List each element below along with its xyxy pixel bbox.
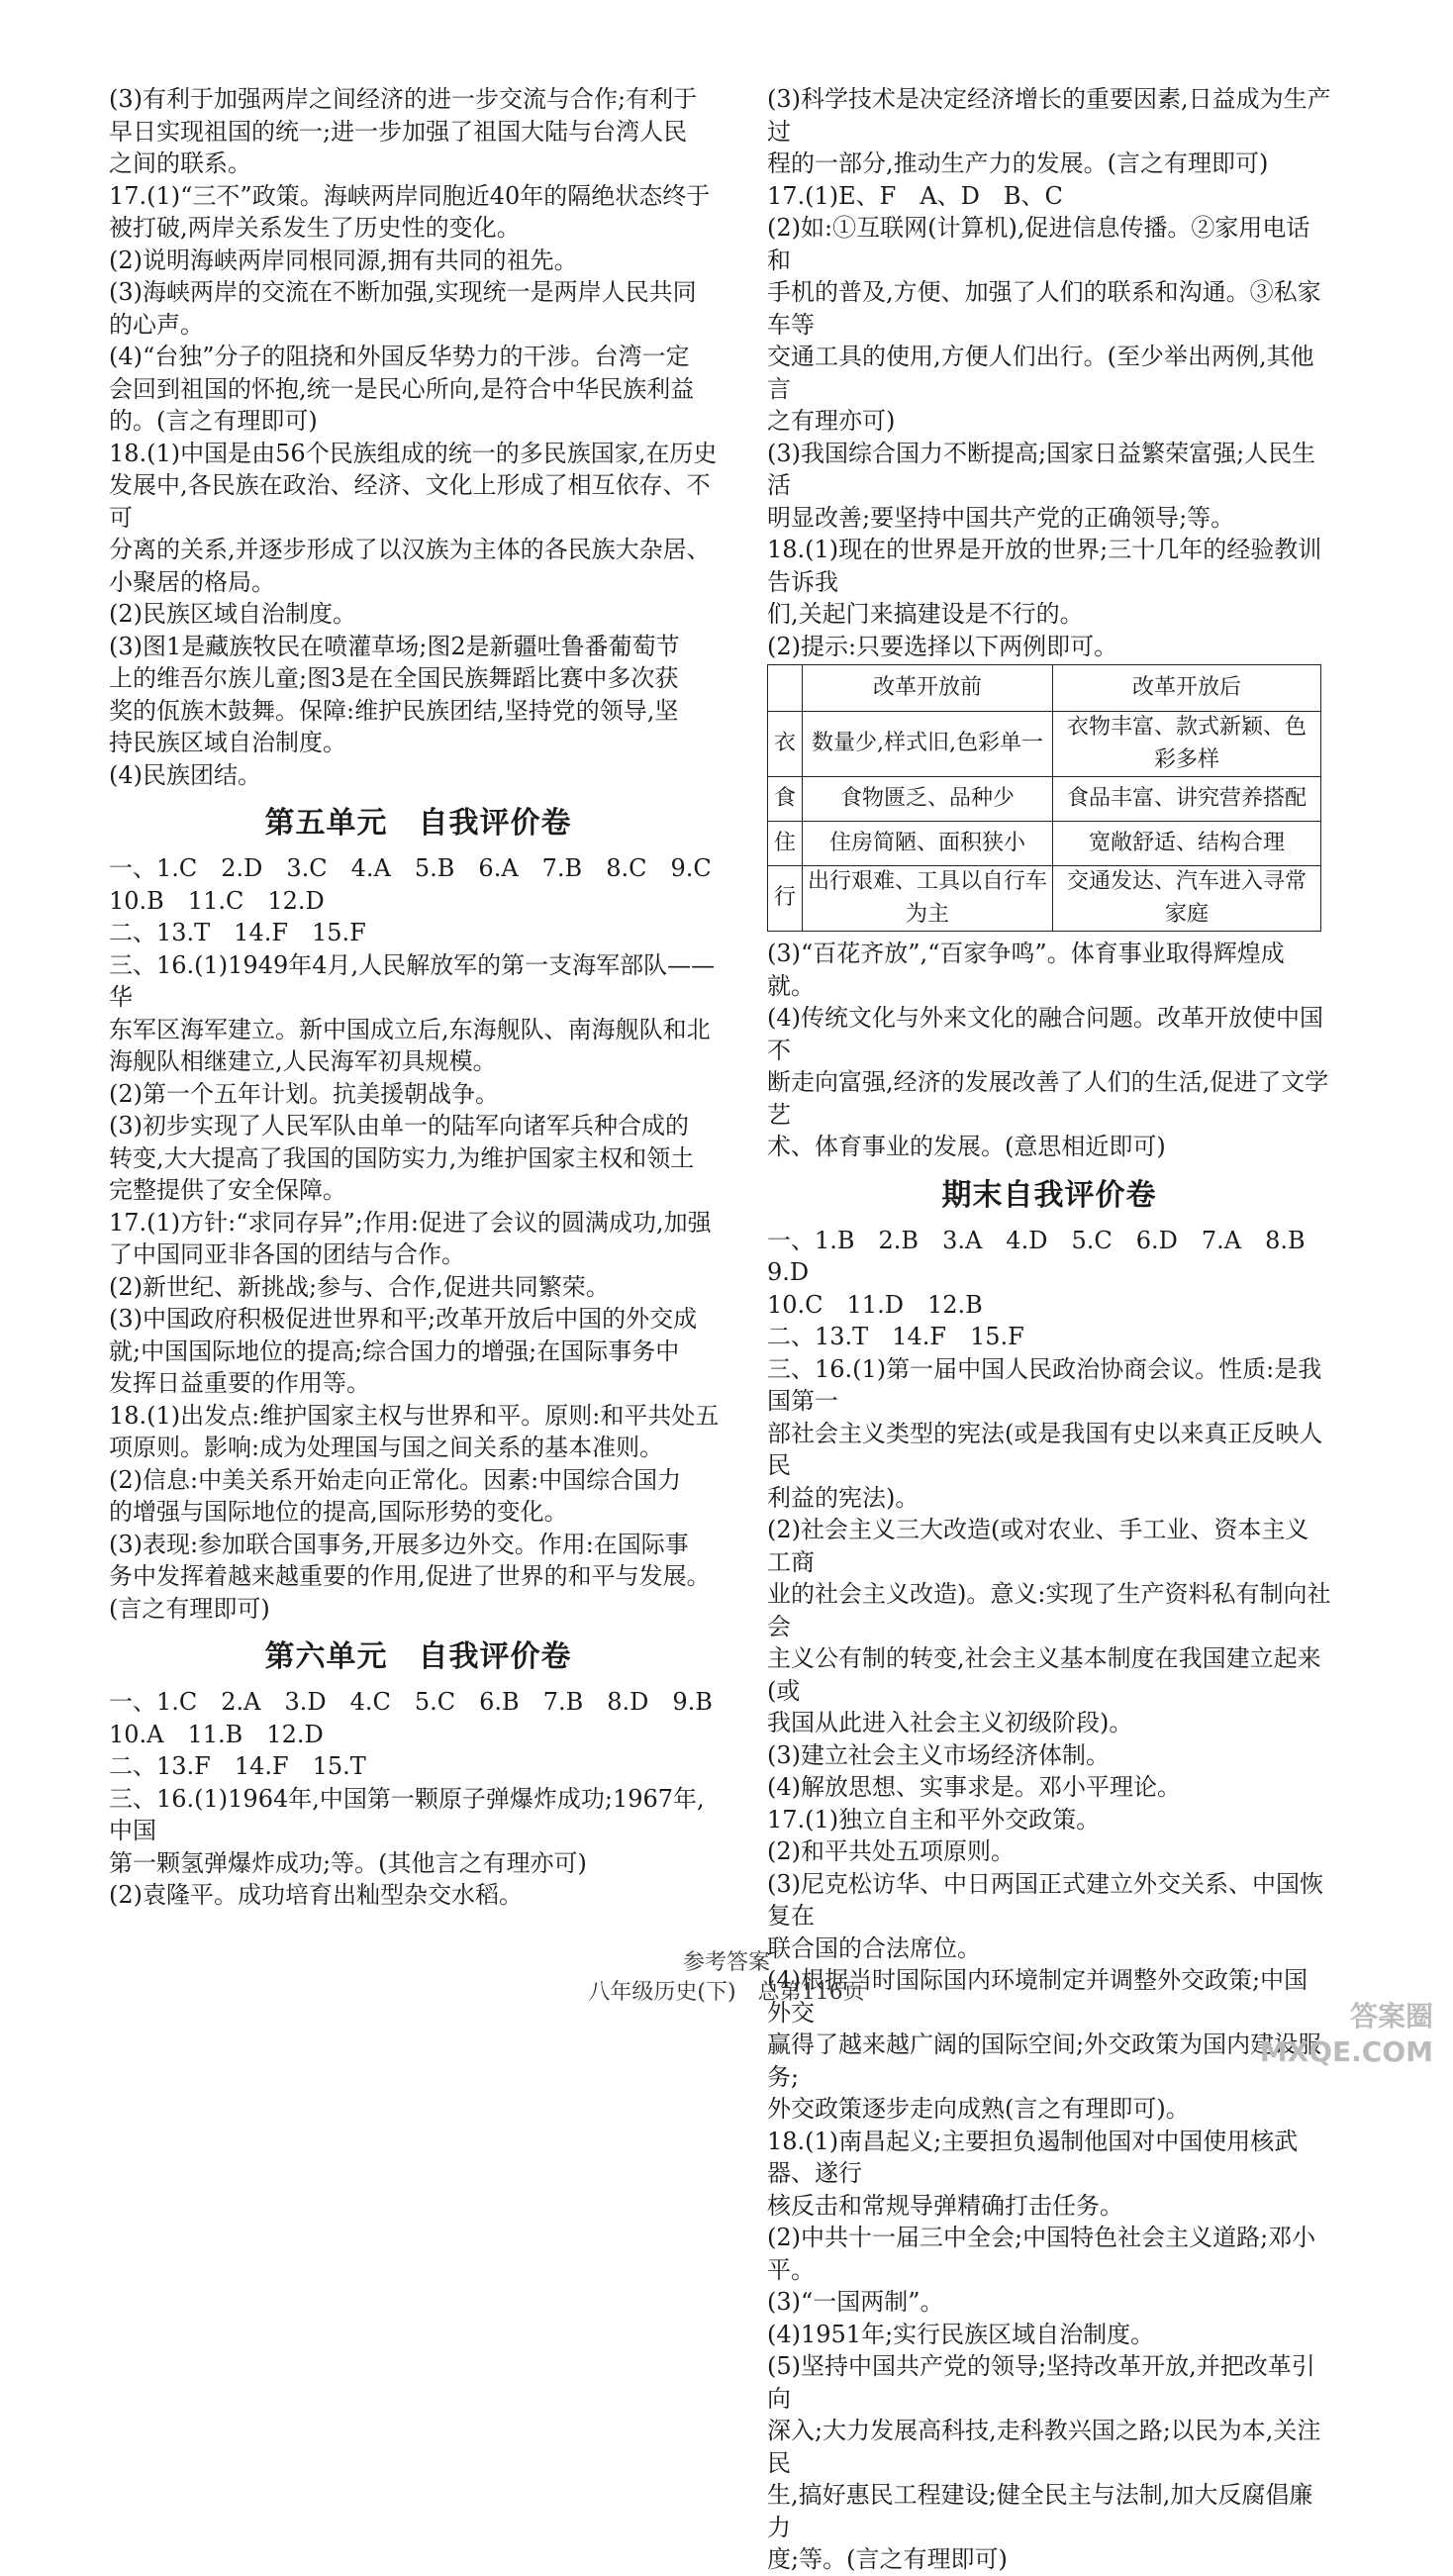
left-block1 bbox=[109, 83, 727, 791]
right-block2 bbox=[767, 938, 1331, 1163]
text-line: 三、16.(1)第一届中国人民政治协商会议。性质:是我国第一 bbox=[767, 1354, 1322, 1415]
text-line: (2)信息:中美关系开始走向正常化。因素:中国综合国力 bbox=[109, 1465, 682, 1494]
text-line: (2)和平共处五项原则。 bbox=[767, 1837, 1015, 1865]
table-cell: 住房简陋、面积狭小 bbox=[803, 822, 1053, 866]
text-line: (2)如:①互联网(计算机),促进信息传播。②家用电话和 bbox=[767, 214, 1310, 274]
table-cell: 食 bbox=[768, 777, 803, 822]
text-line: 早日实现祖国的统一;进一步加强了祖国大陆与台湾人民 bbox=[109, 117, 688, 146]
text-line: 17.(1)E、F A、D B、C bbox=[767, 181, 1063, 210]
text-line: 17.(1)独立自主和平外交政策。 bbox=[767, 1805, 1101, 1833]
text-line: 发展中,各民族在政治、经济、文化上形成了相互依存、不可 bbox=[109, 471, 711, 532]
unit6-answers bbox=[109, 1686, 727, 1912]
text-line: (3)表现:参加联合国事务,开展多边外交。作用:在国际事 bbox=[109, 1530, 689, 1558]
text-line: 海舰队相继建立,人民海军初具规模。 bbox=[109, 1047, 497, 1075]
text-line: 第一颗氢弹爆炸成功;等。(其他言之有理亦可) bbox=[109, 1848, 587, 1877]
text-line: 断走向富强,经济的发展改善了人们的生活,促进了文学艺 bbox=[767, 1068, 1329, 1129]
table-row bbox=[768, 866, 1321, 932]
text-line: 深入;大力发展高科技,走科教兴国之路;以民为本,关注民 bbox=[767, 2417, 1321, 2477]
table-header-row bbox=[768, 665, 1321, 712]
text-line: (4)1951年;实行民族区域自治制度。 bbox=[767, 2320, 1155, 2348]
text-line: 程的一部分,推动生产力的发展。(言之有理即可) bbox=[767, 149, 1269, 177]
text-line: 三、16.(1)1964年,中国第一颗原子弹爆炸成功;1967年,中国 bbox=[109, 1784, 705, 1844]
text-line: 业的社会主义改造)。意义:实现了生产资料私有制向社会 bbox=[767, 1580, 1331, 1640]
text-line: 17.(1)“三不”政策。海峡两岸同胞近40年的隔绝状态终于 bbox=[109, 181, 711, 210]
table-row bbox=[768, 712, 1321, 777]
text-line: (3)中国政府积极促进世界和平;改革开放后中国的外交成 bbox=[109, 1305, 698, 1333]
text-line: (2)说明海峡两岸同根同源,拥有共同的祖先。 bbox=[109, 246, 578, 274]
table-cell: 衣物丰富、款式新颖、色彩多样 bbox=[1052, 712, 1320, 777]
text-line: 生,搞好惠民工程建设;健全民主与法制,加大反腐倡廉力 bbox=[767, 2481, 1313, 2541]
text-line: 的心声。 bbox=[109, 310, 204, 339]
footer-page-number: 八年级历史(下) 总第116页 bbox=[588, 1980, 865, 2005]
table-row bbox=[768, 822, 1321, 866]
text-line: 术、体育事业的发展。(意思相近即可) bbox=[767, 1133, 1166, 1160]
text-line: (3)“百花齐放”,“百家争鸣”。体育事业取得辉煌成就。 bbox=[767, 940, 1285, 1000]
footer-label: 参考答案 bbox=[682, 1950, 770, 1975]
text-line: 18.(1)出发点:维护国家主权与世界和平。原则:和平共处五 bbox=[109, 1401, 720, 1430]
text-line: 10.B 11.C 12.D bbox=[109, 886, 325, 915]
text-line: (3)初步实现了人民军队由单一的陆军向诸军兵种合成的 bbox=[109, 1112, 689, 1139]
table-cell: 衣 bbox=[768, 712, 803, 777]
table-cell: 住 bbox=[768, 822, 803, 866]
text-line: (3)海峡两岸的交流在不断加强,实现统一是两岸人民共同 bbox=[109, 278, 697, 306]
text-line: (2)提示:只要选择以下两例即可。 bbox=[767, 632, 1118, 660]
text-line: 转变,大大提高了我国的国防实力,为维护国家主权和领土 bbox=[109, 1143, 695, 1172]
text-line: 明显改善;要坚持中国共产党的正确领导;等。 bbox=[767, 503, 1235, 532]
text-line: 10.C 11.D 12.B bbox=[767, 1290, 983, 1319]
text-line: (3)有利于加强两岸之间经济的进一步交流与合作;有利于 bbox=[109, 85, 698, 113]
text-line: 手机的普及,方便、加强了人们的联系和沟通。③私家车等 bbox=[767, 278, 1321, 339]
text-line: 就;中国国际地位的提高;综合国力的增强;在国际事务中 bbox=[109, 1337, 680, 1365]
watermark-line: MXQE.COM bbox=[1259, 2035, 1433, 2068]
text-line: 度;等。(言之有理即可) bbox=[767, 2545, 1008, 2573]
text-line: 二、13.F 14.F 15.T bbox=[109, 1752, 366, 1780]
text-line: 之有理亦可) bbox=[767, 407, 896, 435]
text-line: (3)科学技术是决定经济增长的重要因素,日益成为生产过 bbox=[767, 85, 1331, 146]
text-line: 10.A 11.B 12.D bbox=[109, 1720, 324, 1748]
left-column bbox=[109, 83, 727, 1912]
text-line: (4)解放思想、实事求是。邓小平理论。 bbox=[767, 1773, 1181, 1801]
table-cell: 交通发达、汽车进入寻常家庭 bbox=[1052, 866, 1320, 932]
text-line: (2)新世纪、新挑战;参与、合作,促进共同繁荣。 bbox=[109, 1272, 610, 1301]
text-line: (3)我国综合国力不断提高;国家日益繁荣富强;人民生活 bbox=[767, 439, 1316, 499]
text-line: 务中发挥着越来越重要的作用,促进了世界的和平与发展。 bbox=[109, 1562, 711, 1590]
table-cell: 食品丰富、讲究营养搭配 bbox=[1052, 777, 1320, 822]
text-line: (3)“一国两制”。 bbox=[767, 2288, 944, 2316]
text-line: 被打破,两岸关系发生了历史性的变化。 bbox=[109, 214, 521, 242]
text-line: 18.(1)现在的世界是开放的世界;三十几年的经验教训告诉我 bbox=[767, 536, 1322, 596]
table-header-cell bbox=[768, 665, 803, 712]
text-line: (4)根据当时国际国内环境制定并调整外交政策;中国外交 bbox=[767, 1966, 1308, 2027]
text-line: (2)民族区域自治制度。 bbox=[109, 600, 356, 628]
text-line: 利益的宪法)。 bbox=[767, 1483, 920, 1512]
text-line: 之间的联系。 bbox=[109, 149, 251, 177]
watermark-logo bbox=[1235, 1999, 1433, 2078]
final-answers bbox=[767, 1225, 1331, 2576]
text-line: 二、13.T 14.F 15.F bbox=[767, 1323, 1024, 1350]
text-line: 小聚居的格局。 bbox=[109, 567, 275, 596]
text-line: 东军区海军建立。新中国成立后,东海舰队、南海舰队和北 bbox=[109, 1015, 711, 1043]
text-line: (2)第一个五年计划。抗美援朝战争。 bbox=[109, 1079, 499, 1108]
reform-comparison-table bbox=[767, 664, 1321, 932]
text-line: (言之有理即可) bbox=[109, 1594, 270, 1623]
text-line: 奖的佤族木鼓舞。保障:维护民族团结,坚持党的领导,坚 bbox=[109, 696, 679, 725]
text-line: 上的维吾尔族儿童;图3是在全国民族舞蹈比赛中多次获 bbox=[109, 664, 679, 692]
text-line: 我国从此进入社会主义初级阶段)。 bbox=[767, 1709, 1133, 1736]
text-line: (4)民族团结。 bbox=[109, 760, 261, 789]
unit5-title: 第五单元 自我评价卷 bbox=[264, 806, 572, 841]
text-line: 联合国的合法席位。 bbox=[767, 1933, 981, 1962]
text-line: (2)中共十一届三中全会;中国特色社会主义道路;邓小平。 bbox=[767, 2224, 1316, 2284]
table-cell: 宽敞舒适、结构合理 bbox=[1052, 822, 1320, 866]
text-line: (2)袁隆平。成功培育出籼型杂交水稻。 bbox=[109, 1881, 523, 1909]
text-line: 外交政策逐步走向成熟(言之有理即可)。 bbox=[767, 2095, 1190, 2123]
table-header-cell: 改革开放后 bbox=[1052, 665, 1320, 712]
text-line: 们,关起门来搞建设是不行的。 bbox=[767, 600, 1084, 628]
text-line: 一、1.C 2.D 3.C 4.A 5.B 6.A 7.B 8.C 9.C bbox=[109, 854, 712, 882]
text-line: 主义公有制的转变,社会主义基本制度在我国建立起来(或 bbox=[767, 1644, 1321, 1705]
text-line: 的增强与国际地位的提高,国际形势的变化。 bbox=[109, 1498, 568, 1526]
table-cell: 出行艰难、工具以自行车为主 bbox=[803, 866, 1053, 932]
text-line: 三、16.(1)1949年4月,人民解放军的第一支海军部队——华 bbox=[109, 950, 716, 1011]
text-line: 持民族区域自治制度。 bbox=[109, 729, 346, 756]
text-line: 赢得了越来越广阔的国际空间;外交政策为国内建设服务; bbox=[767, 2031, 1322, 2091]
text-line: 一、1.C 2.A 3.D 4.C 5.C 6.B 7.B 8.D 9.B bbox=[109, 1688, 713, 1716]
text-line: 分离的关系,并逐步形成了以汉族为主体的各民族大杂居、 bbox=[109, 536, 711, 563]
text-line: 的。(言之有理即可) bbox=[109, 407, 318, 435]
text-line: 项原则。影响:成为处理国与国之间关系的基本准则。 bbox=[109, 1434, 664, 1461]
text-line: 18.(1)南昌起义;主要担负遏制他国对中国使用核武器、遂行 bbox=[767, 2127, 1299, 2187]
text-line: (3)建立社会主义市场经济体制。 bbox=[767, 1740, 1110, 1769]
text-line: 二、13.T 14.F 15.F bbox=[109, 919, 366, 946]
table-cell: 数量少,样式旧,色彩单一 bbox=[803, 712, 1053, 777]
unit6-title: 第六单元 自我评价卷 bbox=[264, 1639, 572, 1674]
final-title: 期末自我评价卷 bbox=[941, 1177, 1157, 1213]
text-line: 了中国同亚非各国的团结与合作。 bbox=[109, 1240, 465, 1268]
table-cell: 行 bbox=[768, 866, 803, 932]
text-line: 交通工具的使用,方便人们出行。(至少举出两例,其他言 bbox=[767, 343, 1314, 403]
text-line: 17.(1)方针:“求同存异”;作用:促进了会议的圆满成功,加强 bbox=[109, 1208, 712, 1237]
unit5-answers bbox=[109, 852, 727, 1625]
text-line: (3)尼克松访华、中日两国正式建立外交关系、中国恢复在 bbox=[767, 1869, 1323, 1930]
text-line: 会回到祖国的怀抱,统一是民心所向,是符合中华民族利益 bbox=[109, 374, 695, 403]
watermark-line: 答案圈 bbox=[1349, 2000, 1433, 2032]
text-line: (3)图1是藏族牧民在喷灌草场;图2是新疆吐鲁番葡萄节 bbox=[109, 632, 680, 660]
table-row bbox=[768, 777, 1321, 822]
text-line: (2)社会主义三大改造(或对农业、手工业、资本主义工商 bbox=[767, 1516, 1309, 1576]
text-line: 部社会主义类型的宪法(或是我国有史以来真正反映人民 bbox=[767, 1419, 1323, 1479]
text-line: 一、1.B 2.B 3.A 4.D 5.C 6.D 7.A 8.B 9.D bbox=[767, 1226, 1329, 1286]
right-block1 bbox=[767, 83, 1331, 662]
text-line: 发挥日益重要的作用等。 bbox=[109, 1369, 370, 1397]
right-column bbox=[767, 83, 1331, 2576]
text-line: (4)“台独”分子的阻挠和外国反华势力的干涉。台湾一定 bbox=[109, 343, 690, 370]
table-header-cell: 改革开放前 bbox=[803, 665, 1053, 712]
text-line: 核反击和常规导弹精确打击任务。 bbox=[767, 2191, 1123, 2220]
text-line: (4)传统文化与外来文化的融合问题。改革开放使中国不 bbox=[767, 1004, 1323, 1064]
text-line: 18.(1)中国是由56个民族组成的统一的多民族国家,在历史 bbox=[109, 439, 718, 467]
text-line: 完整提供了安全保障。 bbox=[109, 1176, 346, 1204]
table-cell: 食物匮乏、品种少 bbox=[803, 777, 1053, 822]
text-line: (5)坚持中国共产党的领导;坚持改革开放,并把改革引向 bbox=[767, 2352, 1315, 2413]
